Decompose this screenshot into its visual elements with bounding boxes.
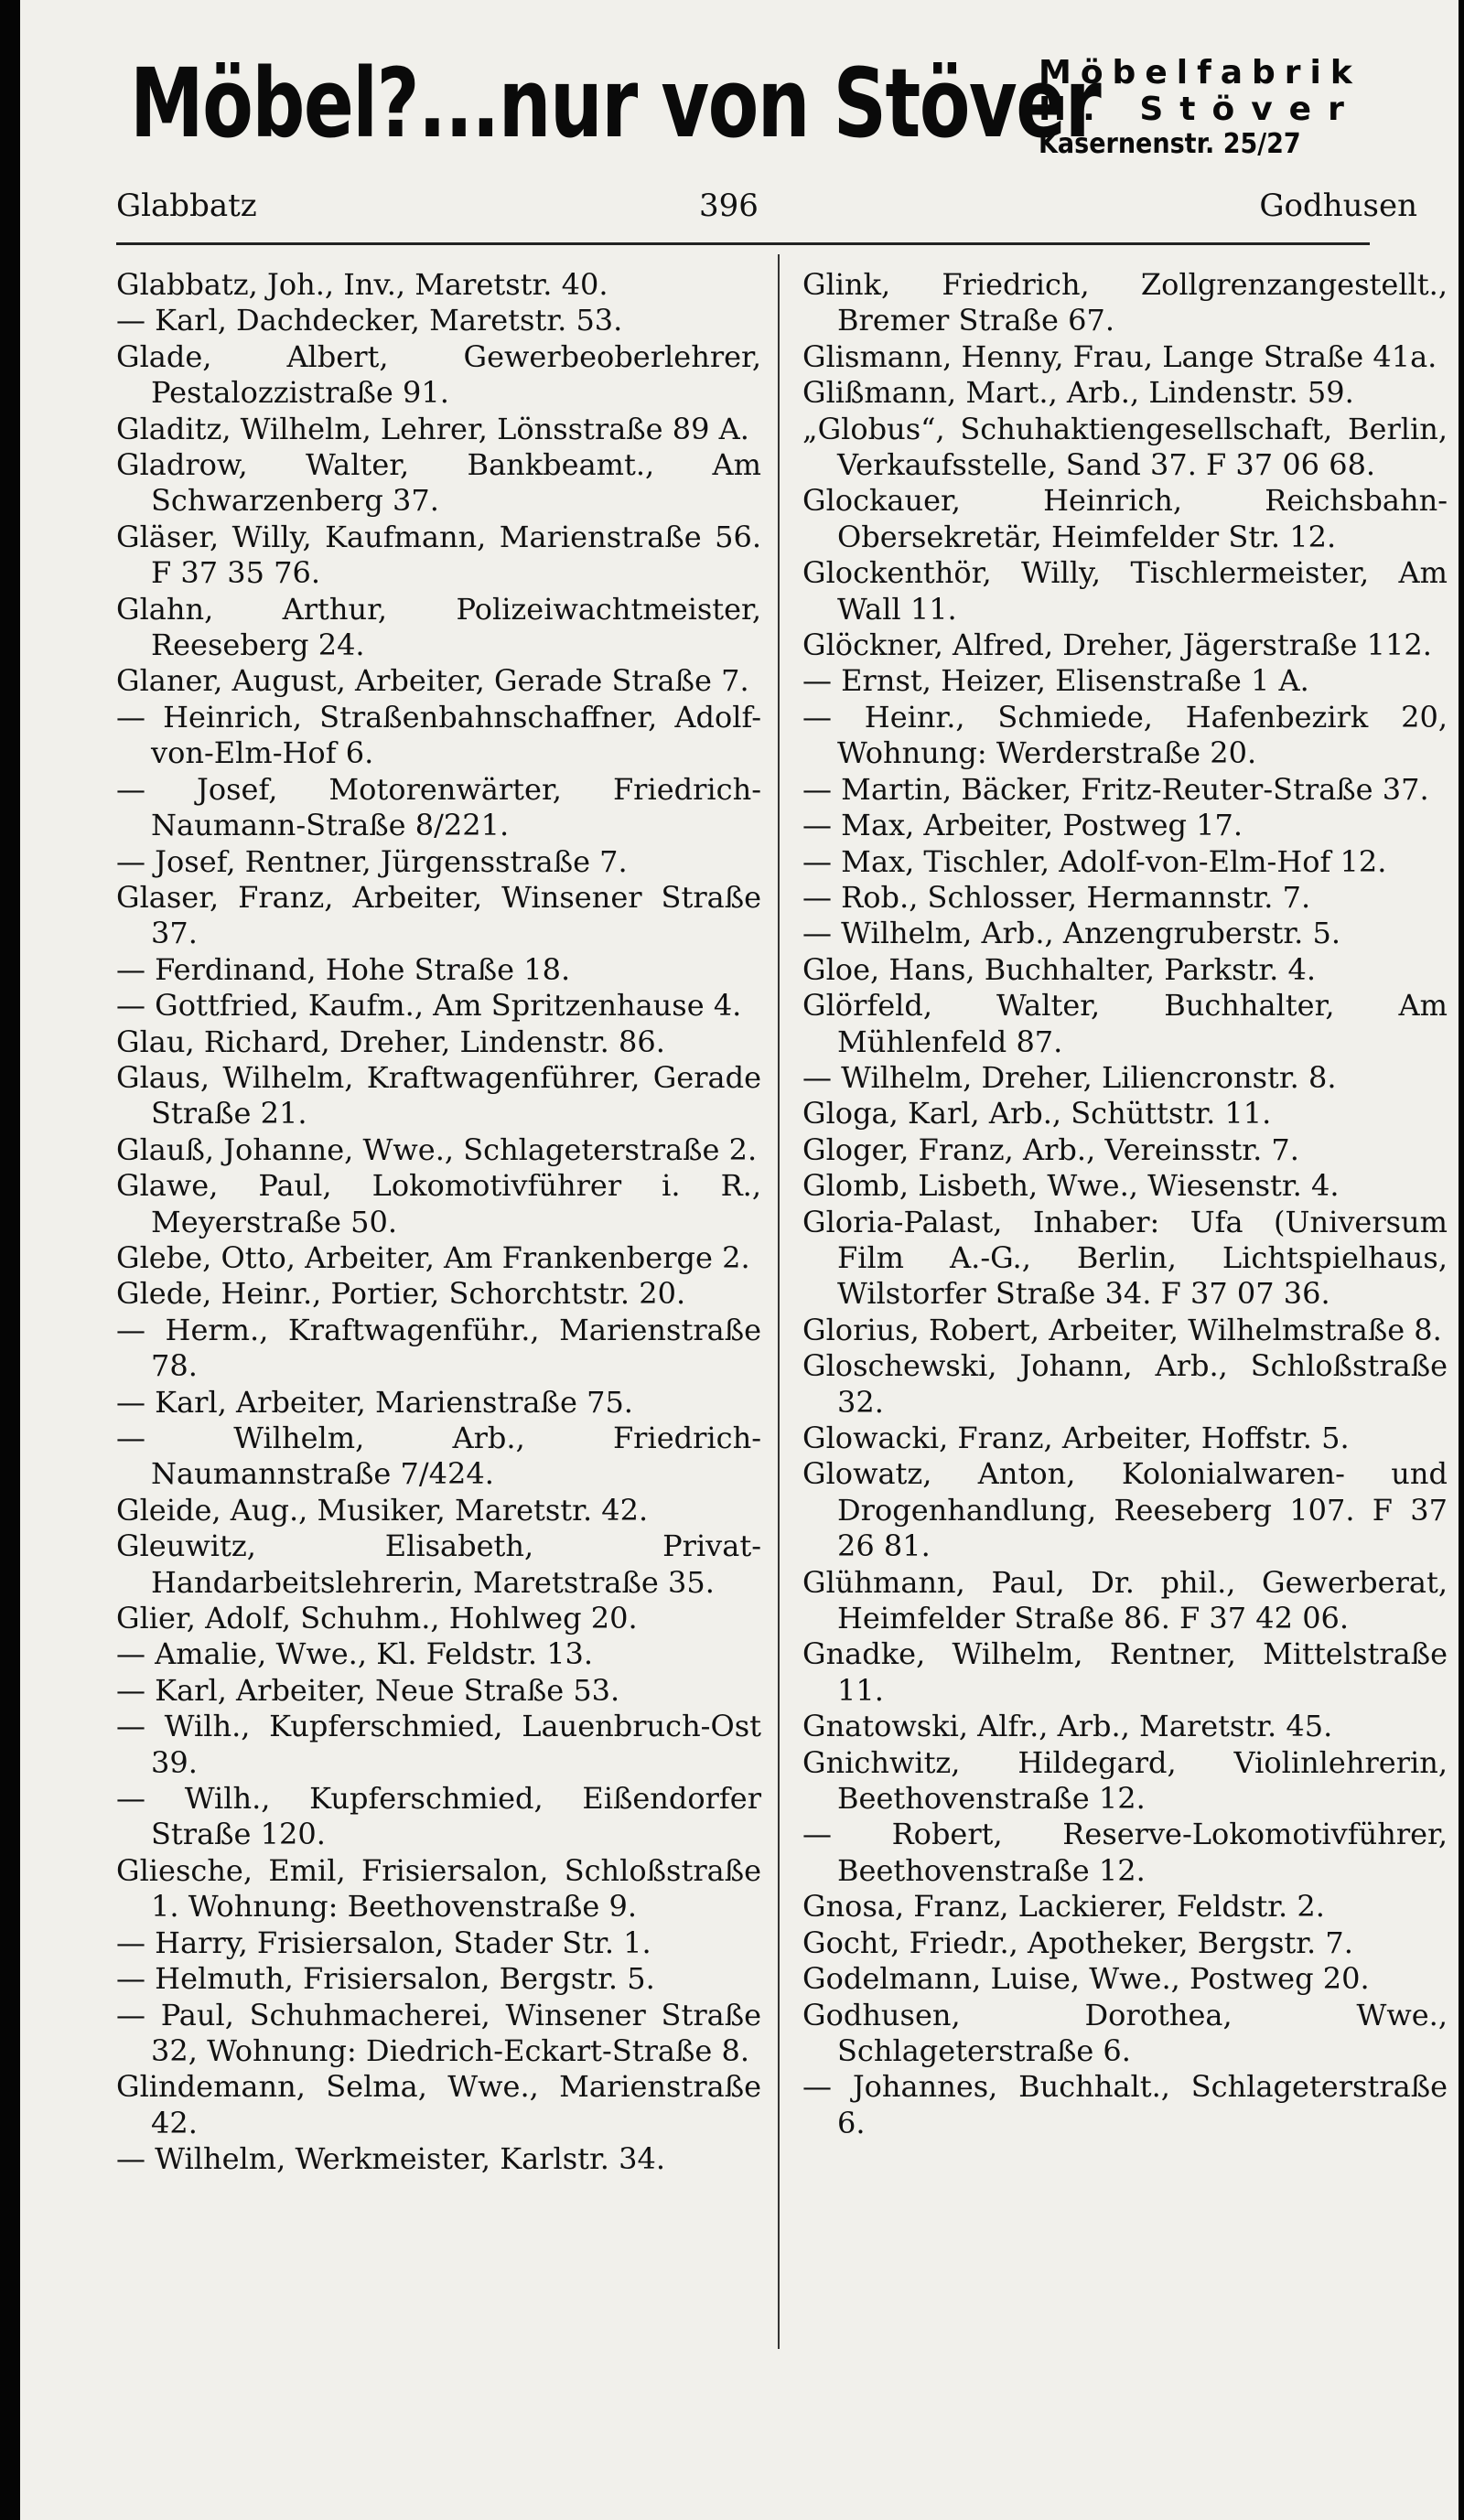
- directory-entry: Gliesche, Emil, Frisiersalon, Schloßstraße 1. Wohnung: Beethovenstraße 9.: [116, 1852, 761, 1925]
- directory-entry: Gleide, Aug., Musiker, Maretstr. 42.: [116, 1492, 649, 1528]
- directory-entry: — Paul, Schuhmacherei, Winsener Straße 32, Wohnung: Diedrich-Eckart-Straße 8.: [116, 1997, 761, 2068]
- page-number: 396: [699, 188, 759, 224]
- directory-entry: Gloger, Franz, Arb., Vereinsstr. 7.: [802, 1131, 1299, 1167]
- directory-entry: Glühmann, Paul, Dr. phil., Gewerberat, Heimfelder Straße 86. F 37 42 06.: [802, 1564, 1448, 1636]
- directory-page: [20, 0, 1459, 2520]
- directory-entry: Gleuwitz, Elisabeth, Privat-Handarbeitslehrerin, Maretstraße 35.: [116, 1528, 761, 1600]
- directory-entry: — Wilhelm, Werkmeister, Karlstr. 34.: [116, 2141, 666, 2177]
- directory-entry: Gnosa, Franz, Lackierer, Feldstr. 2.: [802, 1889, 1325, 1925]
- directory-entry: Gnichwitz, Hildegard, Violinlehrerin, Beethovenstraße 12.: [802, 1744, 1448, 1817]
- left-column: [116, 267, 761, 2178]
- directory-entry: — Karl, Dachdecker, Maretstr. 53.: [116, 303, 623, 338]
- directory-entry: Glörfeld, Walter, Buchhalter, Am Mühlenfeld 87.: [802, 988, 1448, 1059]
- directory-entry: — Johannes, Buchhalt., Schlageterstraße 6.: [802, 2069, 1448, 2140]
- directory-entry: Glockenthör, Willy, Tischlermeister, Am Wall 11.: [802, 555, 1448, 627]
- directory-entry: Glaser, Franz, Arbeiter, Winsener Straße 37.: [116, 879, 761, 951]
- directory-entry: — Wilhelm, Dreher, Liliencronstr. 8.: [802, 1059, 1337, 1095]
- directory-entry: Glorius, Robert, Arbeiter, Wilhelmstraße 8.: [802, 1312, 1442, 1347]
- advertisement-banner: [20, 26, 1459, 181]
- directory-entry: Gocht, Friedr., Apotheker, Bergstr. 7.: [802, 1925, 1353, 1960]
- directory-entry: — Wilhelm, Arb., Anzengruberstr. 5.: [802, 916, 1341, 951]
- directory-entry: — Wilh., Kupferschmied, Eißendorfer Straße 120.: [116, 1781, 761, 1852]
- directory-entry: Glau, Richard, Dreher, Lindenstr. 86.: [116, 1024, 665, 1059]
- directory-entry: Gloe, Hans, Buchhalter, Parkstr. 4.: [802, 951, 1316, 987]
- directory-entry: Gläser, Willy, Kaufmann, Marienstraße 56. F 37 35 76.: [116, 519, 761, 591]
- directory-entry: Gladrow, Walter, Bankbeamt., Am Schwarzenberg 37.: [116, 447, 761, 519]
- ad-slogan: Möbel?...nur von Stöver: [130, 48, 1101, 159]
- column-divider: [778, 254, 780, 2349]
- directory-entry: — Rob., Schlosser, Hermannstr. 7.: [802, 879, 1311, 915]
- directory-entry: Glauß, Johanne, Wwe., Schlageterstraße 2.: [116, 1131, 758, 1167]
- directory-entry: „Globus“, Schuhaktiengesellschaft, Berlin, Verkaufsstelle, Sand 37. F 37 06 68.: [802, 411, 1448, 483]
- directory-entry: — Ernst, Heizer, Elisenstraße 1 A.: [802, 663, 1309, 699]
- directory-entry: — Heinr., Schmiede, Hafenbezirk 20, Wohnung: Werderstraße 20.: [802, 699, 1448, 771]
- directory-entry: — Josef, Motorenwärter, Friedrich-Naumann-Straße 8/221.: [116, 771, 761, 843]
- directory-entry: — Harry, Frisiersalon, Stader Str. 1.: [116, 1925, 651, 1960]
- directory-entry: Gloschewski, Johann, Arb., Schloßstraße 32.: [802, 1348, 1448, 1420]
- directory-entry: — Robert, Reserve-Lokomotivführer, Beethovenstraße 12.: [802, 1817, 1448, 1888]
- directory-entry: — Karl, Arbeiter, Neue Straße 53.: [116, 1672, 620, 1708]
- ad-company-block: [1039, 55, 1368, 161]
- ad-company-name: H. Stöver: [1039, 91, 1361, 128]
- directory-entry: Gloga, Karl, Arb., Schüttstr. 11.: [802, 1096, 1272, 1131]
- directory-entry: Godhusen, Dorothea, Wwe., Schlageterstraße 6.: [802, 1997, 1448, 2068]
- directory-entry: Glindemann, Selma, Wwe., Marienstraße 42.: [116, 2069, 761, 2140]
- header-rule: [116, 242, 1370, 245]
- ad-company-address: Kasernenstr. 25/27: [1039, 128, 1301, 160]
- directory-entry: Godelmann, Luise, Wwe., Postweg 20.: [802, 1961, 1370, 1997]
- directory-entry: — Max, Arbeiter, Postweg 17.: [802, 808, 1243, 843]
- directory-entry: Glebe, Otto, Arbeiter, Am Frankenberge 2.: [116, 1239, 750, 1275]
- directory-entry: — Wilh., Kupferschmied, Lauenbruch-Ost 39.: [116, 1709, 761, 1780]
- directory-entry: Glade, Albert, Gewerbeoberlehrer, Pestalozzistraße 91.: [116, 338, 761, 411]
- directory-entry: Glißmann, Mart., Arb., Lindenstr. 59.: [802, 375, 1354, 411]
- directory-entry: — Max, Tischler, Adolf-von-Elm-Hof 12.: [802, 843, 1387, 879]
- directory-entry: — Wilhelm, Arb., Friedrich-Naumannstraße 7/424.: [116, 1421, 761, 1492]
- directory-entry: Gnatowski, Alfr., Arb., Maretstr. 45.: [802, 1709, 1333, 1744]
- directory-entry: Glowatz, Anton, Kolonialwaren- und Drogenhandlung, Reeseberg 107. F 37 26 81.: [802, 1456, 1448, 1564]
- directory-entry: — Karl, Arbeiter, Marienstraße 75.: [116, 1384, 633, 1420]
- running-head-left: Glabbatz: [116, 188, 257, 224]
- directory-entry: Glahn, Arthur, Polizeiwachtmeister, Reeseberg 24.: [116, 591, 761, 663]
- directory-entry: Glismann, Henny, Frau, Lange Straße 41a.: [802, 338, 1437, 374]
- directory-entry: Gnadke, Wilhelm, Rentner, Mittelstraße 11.: [802, 1636, 1448, 1708]
- directory-entry: — Ferdinand, Hohe Straße 18.: [116, 951, 571, 987]
- directory-entry: Glockauer, Heinrich, Reichsbahn-Obersekretär, Heimfelder Str. 12.: [802, 483, 1448, 554]
- directory-entry: — Josef, Rentner, Jürgensstraße 7.: [116, 843, 628, 879]
- directory-entry: — Gottfried, Kaufm., Am Spritzenhause 4.: [116, 988, 742, 1024]
- directory-entry: Glawe, Paul, Lokomotivführer i. R., Meyerstraße 50.: [116, 1168, 761, 1239]
- directory-entry: Glowacki, Franz, Arbeiter, Hoffstr. 5.: [802, 1421, 1350, 1455]
- directory-entry: Glink, Friedrich, Zollgrenzangestellt., Bremer Straße 67.: [802, 267, 1448, 338]
- directory-entry: Glaner, August, Arbeiter, Gerade Straße 7.: [116, 663, 749, 699]
- running-head-right: Godhusen: [1259, 188, 1417, 224]
- directory-entry: Gloria-Palast, Inhaber: Ufa (Universum Film A.-G., Berlin, Lichtspielhaus, Wilstorfer Straße 34. F 37 07 36.: [802, 1204, 1448, 1312]
- directory-entry: — Helmuth, Frisiersalon, Bergstr. 5.: [116, 1961, 655, 1997]
- directory-entry: Glede, Heinr., Portier, Schorchtstr. 20.: [116, 1276, 686, 1312]
- directory-entry: — Martin, Bäcker, Fritz-Reuter-Straße 37.: [802, 771, 1429, 807]
- directory-entry: Glabbatz, Joh., Inv., Maretstr. 40.: [116, 267, 608, 302]
- directory-entry: — Herm., Kraftwagenführ., Marienstraße 78.: [116, 1312, 761, 1384]
- directory-entry: — Heinrich, Straßenbahnschaffner, Adolf-von-Elm-Hof 6.: [116, 699, 761, 771]
- directory-entry: Glöckner, Alfred, Dreher, Jägerstraße 112.: [802, 627, 1432, 663]
- directory-entry: Gladitz, Wilhelm, Lehrer, Lönsstraße 89 A.: [116, 411, 749, 446]
- right-column: [802, 267, 1448, 2141]
- directory-entry: Glier, Adolf, Schuhm., Hohlweg 20.: [116, 1601, 638, 1636]
- directory-entry: Glaus, Wilhelm, Kraftwagenführer, Gerade Straße 21.: [116, 1059, 761, 1131]
- directory-entry: Glomb, Lisbeth, Wwe., Wiesenstr. 4.: [802, 1168, 1340, 1204]
- ad-company-type: Möbelfabrik: [1039, 54, 1362, 91]
- directory-entry: — Amalie, Wwe., Kl. Feldstr. 13.: [116, 1636, 594, 1672]
